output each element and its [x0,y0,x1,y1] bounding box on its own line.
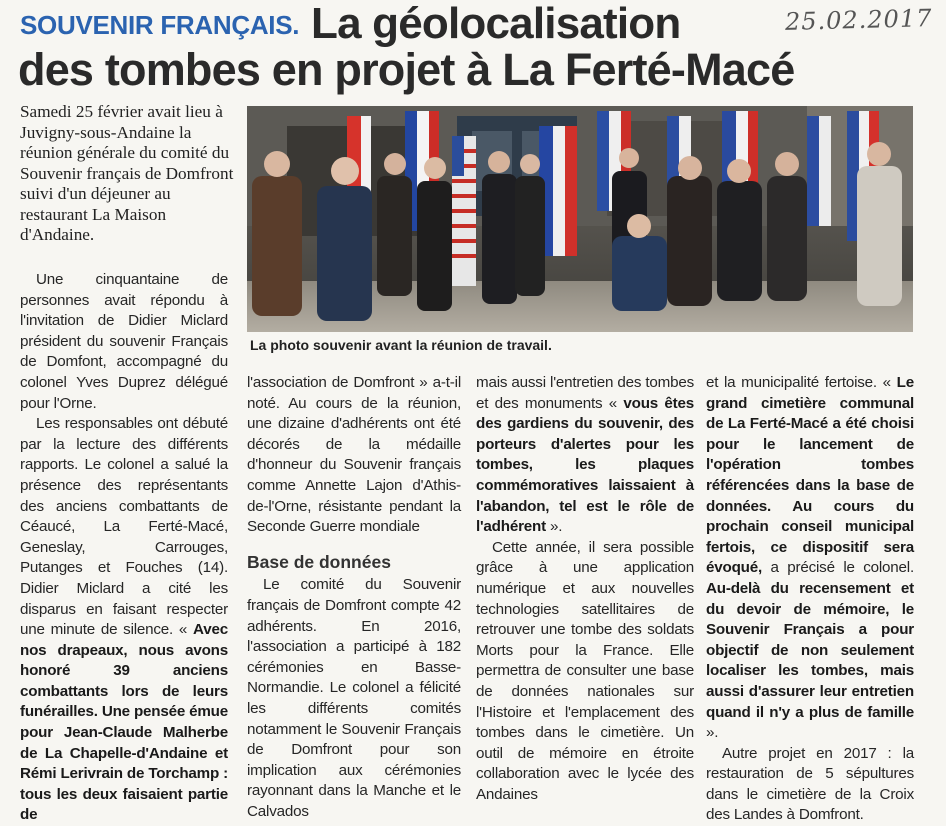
headline-line-2: des tombes en projet à La Ferté-Macé [18,44,795,95]
text-run: ». [550,518,563,536]
article-column-1 [20,270,228,826]
text-run: ». [706,724,719,742]
section-kicker: SOUVENIR FRANÇAIS. [20,10,300,40]
paragraph [20,414,228,826]
paragraph [706,373,914,744]
quote-bold: Avec nos drapeaux, nous avons honoré 39 anciens combattants lors de leurs funérailles. Une pensée émue pour Jean-Claude Malherbe de La Chapelle-d'Andaine et Rémi Lerivrain de Torchamp : tous les deux faisaient partie de [20,621,228,824]
group-photo [247,106,913,332]
text-run: mais aussi l'entretien des tombes et des monuments « [476,374,694,412]
article-column-4 [706,373,914,826]
paragraph: l'association de Domfront » a-t-il noté. Au cours de la réunion, une dizaine d'adhérents ont été décorés de la médaille d'honneur du Souvenir français comme Annette Lajon d'Athis-de-l'Orne, résistante pendant la Seconde Guerre mondiale [247,374,461,536]
quote-bold: vous êtes des gardiens du souvenir, des porteurs d'alertes pour les tombes, les plaques commémoratives laissaient à l'abandon, tel est le rôle de l'adhérent [476,394,694,536]
lead-paragraph: Samedi 25 février avait lieu à Juvigny-sous-Andaine la réunion générale du comité du Souvenir français de Domfront suivi d'un déjeuner au restaurant La Maison d'Andaine. [20,102,234,244]
photo-caption: La photo souvenir avant la réunion de travail. [250,337,552,353]
handwritten-date: 25.02.2017 [784,4,933,36]
paragraph: Cette année, il sera possible grâce à une application numérique et aux nouvelles technologies satellitaires de retrouver une tombe des soldats Morts pour la France. Elle permettra de consulter une base de données nationales sur l'Histoire et l'emplacement des tombes dans le cimetière. Un outil de mémoire en étroite collaboration avec le lycée des Andaines [476,538,694,803]
paragraph: Le comité du Souvenir français de Domfront compte 42 adhérents. En 2016, l'association a participé à 182 cérémonies en Basse-Normandie. Le colonel a félicité les différents comités notamment le Souvenir Français de Domfront pour son implication aux cérémonies rayonnant dans la Manche et le Calvados [247,576,461,820]
subheading: Base de données [247,551,391,572]
article-column-3 [476,373,694,805]
text-run: et la municipalité fertoise. « [706,374,891,391]
text-run: Les responsables ont débuté par la lecture des différents rapports. Le colonel a salué la présence des représentants des anciens combattants de Céaucé, La Ferté-Macé, Geneslay, Carrouges, Putanges et Fouches (14). Didier Miclard a cité les disparus en faisant respecter une minute de silence. « [20,415,228,639]
paragraph: Une cinquantaine de personnes avait répondu à l'invitation de Didier Miclard président du souvenir Français de Domfont, accompagné du colonel Yves Duprez délégué pour l'Orne. [20,271,228,412]
quote-bold: Le grand cimetière communal de La Ferté-Macé a été choisi pour le lancement de l'opération tombes référencées dans la base de données. Au cours du prochain conseil municipal fertois, ce dispositif sera évoqué, [706,374,914,577]
paragraph [476,373,694,538]
headline-line-1: La géolocalisation [311,0,681,48]
quote-bold: Au-delà du recensement et du devoir de mémoire, le Souvenir Français a pour objectif de non seulement localiser les tombes, mais aussi d'assurer leur entretien quand il n'y a plus de famille [706,579,914,721]
text-run: a précisé le colonel. [770,559,914,577]
paragraph: Autre projet en 2017 : la restauration de 5 sépultures dans le cimetière de la Croix des Landes à Domfront. [706,744,914,824]
article-column-2 [247,373,461,822]
